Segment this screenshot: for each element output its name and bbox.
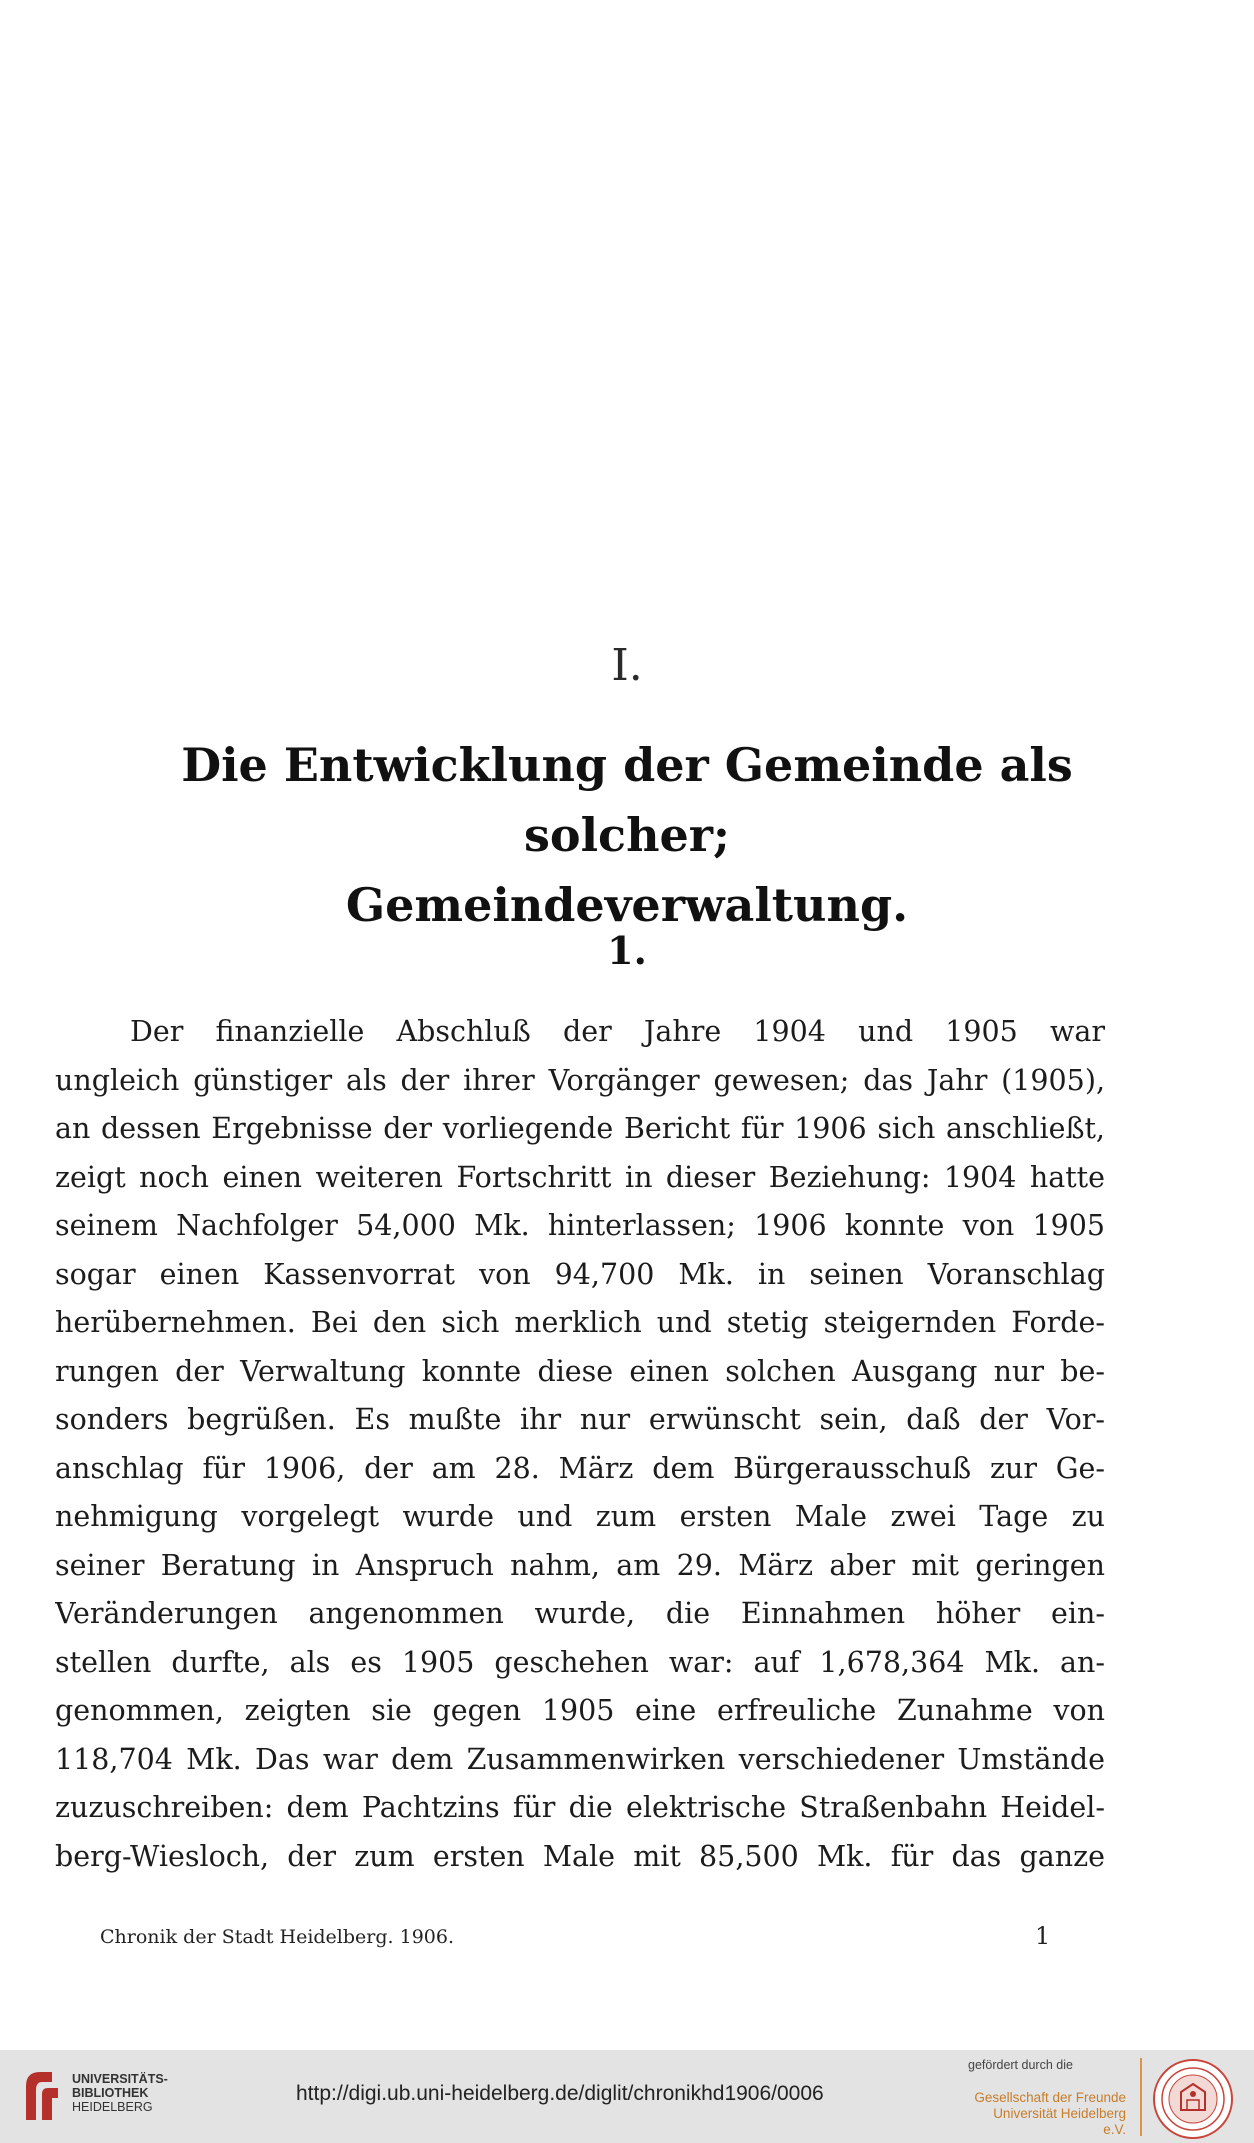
- text-line: zuzuschreiben: dem Pachtzins für die elektrische Straßenbahn Heidel-: [55, 1791, 1105, 1824]
- text-line: sonders begrüßen. Es mußte ihr nur erwünscht sein, daß der Vor-: [55, 1403, 1105, 1436]
- text-line: sogar einen Kassenvorrat von 94,700 Mk. in seinen Voranschlag: [55, 1257, 1105, 1291]
- text-line: Der finanzielle Abschluß der Jahre 1904 und 1905 war: [130, 1015, 1105, 1048]
- sponsor-name: [968, 2090, 1126, 2138]
- sponsor-label: gefördert durch die: [968, 2058, 1073, 2072]
- text-line: 118,704 Mk. Das war dem Zusammenwirken verschiedener Umstände: [55, 1742, 1105, 1776]
- sponsor-name-line: Gesellschaft der Freunde: [974, 2090, 1126, 2105]
- chapter-title: [100, 730, 1154, 940]
- sponsor-name-line: Universität Heidelberg e.V.: [993, 2106, 1126, 2137]
- divider: [1140, 2058, 1142, 2136]
- text-line: seinem Nachfolger 54,000 Mk. hinterlassen; 1906 konnte von 1905: [55, 1209, 1105, 1242]
- text-line: nehmigung vorgelegt wurde und zum ersten Male zwei Tage zu: [55, 1500, 1105, 1533]
- library-name-line: HEIDELBERG: [72, 2100, 153, 2114]
- university-seal-icon[interactable]: [1152, 2058, 1234, 2140]
- text-line: seiner Beratung in Anspruch nahm, am 29. März aber mit geringen: [55, 1548, 1105, 1582]
- text-line: anschlag für 1906, der am 28. März dem Bürgerausschuß zur Ge-: [55, 1451, 1105, 1485]
- text-line: an dessen Ergebnisse der vorliegende Bericht für 1906 sich anschließt,: [55, 1112, 1105, 1145]
- chapter-title-line: Die Entwicklung der Gemeinde als solcher;: [181, 738, 1073, 862]
- section-number: 1.: [607, 928, 647, 973]
- chronicle-title: Chronik der Stadt Heidelberg. 1906.: [100, 1926, 455, 1948]
- chapter-title-line: Gemeindeverwaltung.: [345, 878, 909, 932]
- text-line: genommen, zeigten sie gegen 1905 eine erfreuliche Zunahme von: [55, 1694, 1105, 1727]
- permalink[interactable]: http://digi.ub.uni-heidelberg.de/diglit/chronikhd1906/0006: [296, 2082, 824, 2105]
- text-line: zeigt noch einen weiteren Fortschritt in dieser Beziehung: 1904 hatte: [55, 1160, 1105, 1194]
- text-line: berg-Wiesloch, der zum ersten Male mit 85,500 Mk. für das ganze: [55, 1839, 1105, 1873]
- page-footer: [100, 1920, 1100, 1954]
- chapter-number: I.: [611, 640, 643, 691]
- library-name-line: BIBLIOTHEK: [72, 2086, 149, 2100]
- body-paragraph: [55, 1008, 1105, 1881]
- university-library-logo-icon[interactable]: [12, 2064, 72, 2128]
- text-line: rungen der Verwaltung konnte diese einen solchen Ausgang nur be-: [55, 1354, 1105, 1388]
- library-name-line: UNIVERSITÄTS-: [72, 2072, 168, 2086]
- text-line: stellen durfte, als es 1905 geschehen war: auf 1,678,364 Mk. an-: [55, 1645, 1105, 1679]
- digitization-banner: [0, 2050, 1254, 2143]
- sheet-signature: 1: [1035, 1922, 1051, 1950]
- text-line: Veränderungen angenommen wurde, die Einnahmen höher ein-: [55, 1597, 1105, 1630]
- text-line: herübernehmen. Bei den sich merklich und stetig steigernden Forde-: [55, 1306, 1105, 1339]
- text-line: ungleich günstiger als der ihrer Vorgänger gewesen; das Jahr (1905),: [55, 1063, 1105, 1097]
- library-name: [72, 2072, 168, 2114]
